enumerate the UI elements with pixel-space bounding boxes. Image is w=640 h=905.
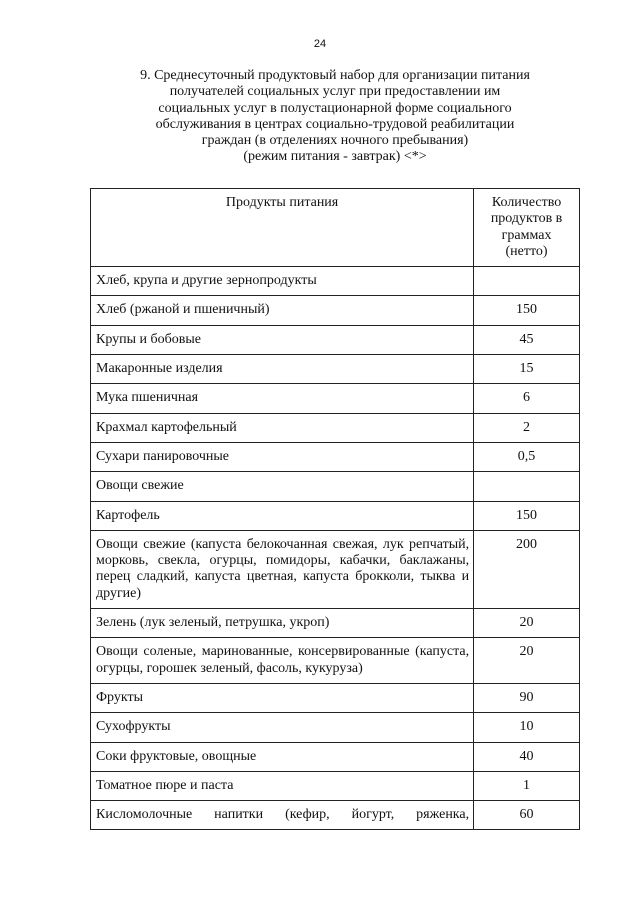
title-line: обслуживания в центрах социально-трудовой реабилитации: [155, 116, 515, 132]
table-row: [91, 296, 580, 325]
product-quantity: 2: [474, 413, 580, 442]
product-name: Овощи свежие (капуста белокочанная свежая, лук репчатый, морковь, свекла, огурцы, помидоры, кабачки, баклажаны, перец сладкий, капуста цветная, капуста брокколи, тыква и другие): [91, 530, 474, 608]
table-header-row: [91, 189, 580, 267]
product-quantity: 200: [474, 530, 580, 608]
product-name: Хлеб, крупа и другие зернопродукты: [91, 267, 474, 296]
product-name: Картофель: [91, 501, 474, 530]
table-row: [91, 713, 580, 742]
product-quantity: 10: [474, 713, 580, 742]
product-quantity: 0,5: [474, 442, 580, 471]
product-name: Овощи свежие: [91, 472, 474, 501]
header-quantity: [474, 189, 580, 267]
table-row: [91, 638, 580, 684]
title-line: социальных услуг в полустационарной форме социального: [158, 100, 512, 116]
table-row: [91, 267, 580, 296]
product-name: Хлеб (ржаной и пшеничный): [91, 296, 474, 325]
product-quantity: 45: [474, 325, 580, 354]
product-quantity: 15: [474, 355, 580, 384]
table-row: [91, 472, 580, 501]
product-name: Томатное пюре и паста: [91, 771, 474, 800]
product-name: Фрукты: [91, 683, 474, 712]
table-row: [91, 355, 580, 384]
product-quantity: 90: [474, 683, 580, 712]
product-name: Мука пшеничная: [91, 384, 474, 413]
header-quantity-line: (нетто): [505, 243, 548, 259]
table-row: [91, 801, 580, 830]
product-name: Сухофрукты: [91, 713, 474, 742]
table-row: [91, 742, 580, 771]
product-quantity: [474, 267, 580, 296]
product-name: Кисломолочные напитки (кефир, йогурт, ряженка,: [91, 801, 474, 830]
product-name: Соки фруктовые, овощные: [91, 742, 474, 771]
page-number: 24: [313, 38, 327, 50]
table-row: [91, 501, 580, 530]
product-quantity: 150: [474, 501, 580, 530]
product-quantity: 20: [474, 609, 580, 638]
product-quantity: [474, 472, 580, 501]
product-quantity: 40: [474, 742, 580, 771]
product-name: Сухари панировочные: [91, 442, 474, 471]
title-line: граждан (в отделениях ночного пребывания): [201, 133, 469, 149]
title-line: получателей социальных услуг при предоставлении им: [169, 84, 501, 100]
product-name: Макаронные изделия: [91, 355, 474, 384]
title-line: 9. Среднесуточный продуктовый набор для организации питания: [140, 68, 530, 83]
table-row: [91, 609, 580, 638]
table-row: [91, 325, 580, 354]
document-title: [110, 68, 560, 166]
table-row: [91, 771, 580, 800]
title-line: (режим питания - завтрак) <*>: [243, 149, 427, 165]
product-quantity: 20: [474, 638, 580, 684]
product-quantity: 1: [474, 771, 580, 800]
header-quantity-line: Количество: [491, 195, 562, 210]
product-name: Овощи соленые, маринованные, консервированные (капуста, огурцы, горошек зеленый, фасоль, кукуруза): [91, 638, 474, 684]
product-name: Крупы и бобовые: [91, 325, 474, 354]
header-quantity-line: граммах: [501, 227, 552, 243]
product-name: Крахмал картофельный: [91, 413, 474, 442]
product-quantity: 150: [474, 296, 580, 325]
table-row: [91, 384, 580, 413]
table-row: [91, 530, 580, 608]
table-row: [91, 413, 580, 442]
product-name: Зелень (лук зеленый, петрушка, укроп): [91, 609, 474, 638]
header-quantity-line: продуктов в: [490, 211, 563, 227]
table-row: [91, 683, 580, 712]
product-quantity: 6: [474, 384, 580, 413]
food-table: [90, 188, 580, 830]
product-quantity: 60: [474, 801, 580, 830]
table-row: [91, 442, 580, 471]
header-products: Продукты питания: [91, 189, 474, 267]
